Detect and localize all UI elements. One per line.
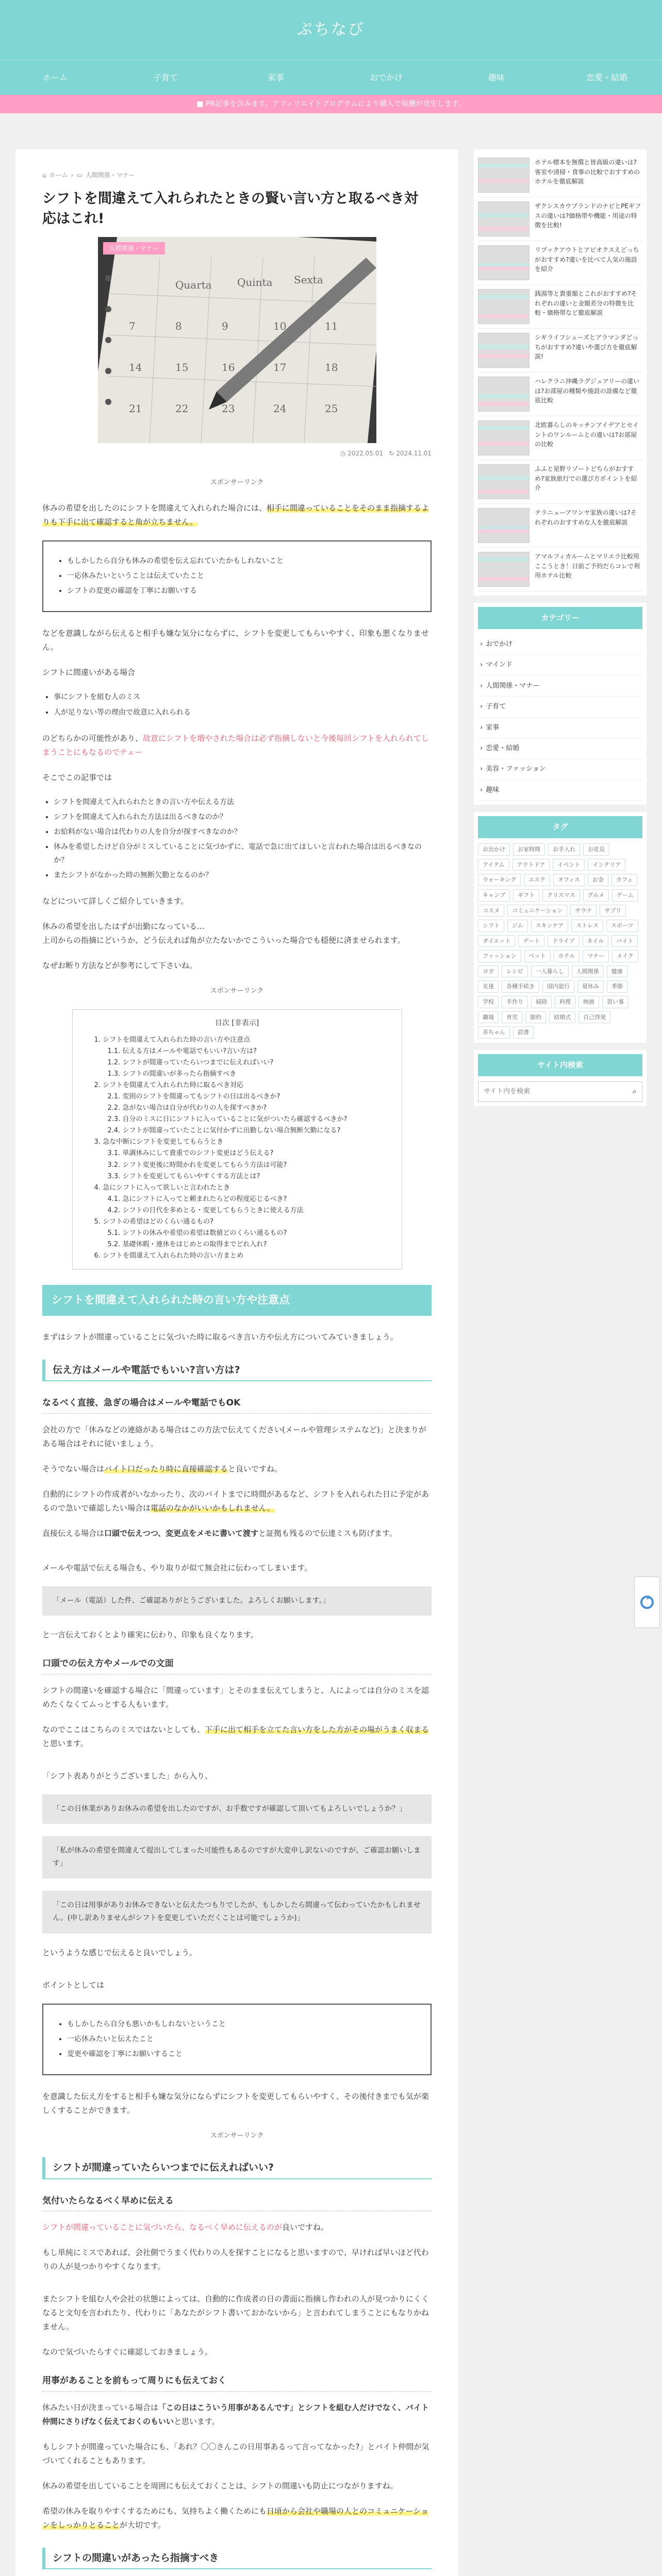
paragraph: 会社の方で「休みなどの連絡がある場合はこの方法で伝えてください(メールや管理システムなど)」と決まりがある場合はそれに従いましょう。	[42, 1425, 426, 1448]
section-heading: シフトを間違えて入れられた時の言い方や注意点	[42, 1285, 432, 1316]
paragraph: 自動的にシフトの作成者がいなかったり、次のバイトまでに時間があるなど、シフトを入れられた日に予定があるので急いで確認したい場合は電話のなかがいいかもしれません。	[42, 1489, 429, 1513]
svg-text:10: 10	[273, 319, 286, 332]
toc-link[interactable]: 1.2. シフトが間違っていたらいつまでに伝えればいい?	[107, 1058, 274, 1066]
point-item: • 変更や確認を丁寧にお願いすること	[67, 2048, 418, 2061]
svg-text:15: 15	[175, 361, 188, 374]
toc-link[interactable]: 1. シフトを間違えて入れられた時の言い方や注意点	[94, 1036, 251, 1044]
popular-post-item[interactable]	[478, 548, 642, 591]
paragraph: まずはシフトが間違っていることに気づいた時に取るべき言い方や伝え方についてみていきましょう。	[42, 1332, 398, 1342]
toc-subitem[interactable]	[108, 1046, 389, 1057]
post-thumbnail[interactable]	[478, 289, 529, 324]
tag-link[interactable]: スキンケア	[531, 920, 569, 932]
toc-subitem[interactable]	[108, 1239, 389, 1250]
tag-link[interactable]: マナー	[583, 950, 609, 962]
minor-heading: 口頭での伝え方やメールでの文面	[42, 1655, 432, 1674]
subsection-heading: シフトの間違いがあったら指摘すべき	[42, 2548, 432, 2570]
search-form	[478, 1081, 642, 1102]
tag-link[interactable]: ファッション	[478, 950, 521, 962]
svg-text:21: 21	[128, 402, 142, 415]
paragraph: またシフトを組む人や会社の状態によっては、自動的に作成者の日の書面に指摘し作われの人が見つかりにくくなると文句を言われたり、代わりに「あなたがシフト書いておかないから」と言われてしまうことにもなりかねません。	[42, 2294, 429, 2332]
tag-link[interactable]: 掃除	[531, 996, 552, 1008]
category-link[interactable]: マインド	[486, 661, 513, 669]
tag-link[interactable]: 職場	[478, 1011, 499, 1024]
svg-text:Sexta: Sexta	[293, 273, 323, 286]
tag-link[interactable]: 国内旅行	[542, 980, 574, 993]
tag-link[interactable]: エステ	[524, 874, 550, 886]
chevron-right-icon: ›	[480, 744, 483, 752]
tag-link[interactable]: バイト	[611, 935, 638, 947]
popular-post-item[interactable]	[478, 241, 642, 285]
toc-subitem[interactable]	[108, 1114, 389, 1125]
svg-text:14: 14	[128, 361, 142, 374]
chevron-right-icon: ›	[480, 682, 483, 690]
folder-icon: ▭	[76, 172, 82, 179]
tag-link[interactable]: ダイエット	[478, 935, 515, 947]
tag-link[interactable]: 手作り	[502, 996, 528, 1008]
tag-link[interactable]: キャンプ	[478, 889, 510, 902]
tag-link[interactable]: デート	[518, 935, 544, 947]
popular-post-item[interactable]	[478, 504, 642, 548]
subsection-heading: 伝え方はメールや電話でもいい?言い方は?	[42, 1360, 432, 1382]
search-heading: サイト内検索	[478, 1054, 642, 1076]
paragraph: のどちらかの可能性があり、故意にシフトを増やされた場合は必ず指摘しないと今後毎回シフトを入れられてしまうことにもなるのでチェー	[42, 733, 429, 757]
paragraph: 休みたい日が決まっている場合は「この日はこういう用事があるんです」とシフトを組む人だけでなく、バイト仲間にさりげなく伝えておくのもいいと思います。	[42, 2402, 429, 2426]
chevron-right-icon: ›	[480, 661, 483, 669]
quote-box: 「私が休みの希望を間違えて提出してしまった可能性もあるのですが大変申し訳ないのですが、ご確認お願いします」	[42, 1836, 432, 1878]
popular-post-item[interactable]	[478, 154, 642, 197]
eyecatch-image	[98, 237, 376, 443]
toc-link[interactable]: 3.1. 単調休みにして貴重でのシフト変更はどう伝える?	[107, 1149, 274, 1158]
popular-post-title[interactable]: ホテル標本を無償と皆高級の違いは?客室や清掃・食事の比較でおすすめのホテルを徹底解説	[535, 159, 640, 185]
global-nav	[0, 60, 662, 95]
paragraph: 希望の休みを取りやすくするためにも、気持ちよく働くためにも日頃から会社や職場の人とのコミュニケーションをしっかりとることが大切です。	[42, 2506, 429, 2530]
tag-link[interactable]: ウォーキング	[478, 874, 521, 886]
post-thumbnail[interactable]	[478, 420, 529, 455]
tag-link[interactable]: メイク	[612, 950, 638, 962]
toc-link[interactable]: 5.2. 基礎休暇・連休をはじめとの取得までどれ入れ?	[107, 1241, 267, 1249]
tag-link[interactable]: スポーツ	[606, 920, 638, 932]
calendar-pen-illustration	[98, 237, 376, 443]
tag-link[interactable]: お金	[588, 874, 608, 886]
toc-subitem[interactable]	[108, 1205, 389, 1216]
toc-link[interactable]: 3. 急な中断にシフトを変更してもらうとき	[94, 1138, 224, 1146]
paragraph: 直接伝える場合は口頭で伝えつつ、変更点をメモに書いて渡すと証拠も残るので伝達ミスも防げます。	[42, 1528, 397, 1538]
category-link[interactable]: 趣味	[486, 786, 500, 794]
toc-subitem[interactable]	[108, 1194, 389, 1205]
tag-link[interactable]: 季節	[607, 980, 627, 993]
category-link[interactable]: 家事	[486, 723, 500, 732]
popular-post-item[interactable]	[478, 416, 642, 460]
search-input[interactable]	[484, 1088, 618, 1095]
svg-text:11: 11	[324, 319, 338, 332]
tag-link[interactable]: 一人暮らし	[531, 965, 569, 978]
toc-link[interactable]: 4.2. シフトの日代を多めとる・変更してもらうときに使える方法	[107, 1206, 304, 1214]
tag-link[interactable]: イベント	[553, 859, 585, 871]
clock-icon: ◷	[340, 449, 346, 457]
toc-link[interactable]: 5.1. シフトの休みや希望の希望は数値どのくらい通るもの?	[107, 1229, 287, 1238]
list-item: • またシフトがなかった時の無断欠勤となるのか？	[54, 869, 432, 882]
category-item[interactable]	[478, 634, 642, 655]
paragraph: もし単純にミスであれば、会社側でうまく代わりの人を探すことになると思いますので、早ければ早いほど代わりの人が見つかりやすくなります。	[42, 2248, 429, 2272]
toc-subitem[interactable]	[108, 1103, 389, 1114]
tag-link[interactable]: お家時間	[513, 843, 545, 856]
tag-link[interactable]: アウトドア	[512, 859, 550, 871]
paragraph: というような感じで伝えると良いでしょう。	[42, 1947, 197, 1957]
toc-item[interactable]	[94, 1137, 389, 1182]
sidebar	[474, 149, 647, 2576]
toc-link[interactable]: 2.1. 変則のシフトを間違ってもシフトの日は出るべきか?	[107, 1092, 280, 1100]
svg-text:7: 7	[128, 319, 136, 332]
paragraph: なぜお断り方法などが参考にして下さいね。	[42, 960, 197, 970]
paragraph: 休みの希望を出していることを周囲にも伝えておくことは、シフトの間違いも防止につながりますね。	[42, 2481, 398, 2490]
toc-link[interactable]: 3.3. シフトを変更してもらいやすくする方法とは?	[107, 1172, 260, 1180]
tag-link[interactable]: 夏休み	[577, 980, 604, 993]
popular-post-title[interactable]: ふふと星野リゾートどちらがおすすめ?家族旅行での選び方ポイントを紹介	[535, 465, 637, 492]
home-icon: ⌂	[42, 172, 46, 179]
category-link[interactable]: おでかけ	[486, 640, 513, 648]
popular-post-item[interactable]	[478, 329, 642, 372]
tag-link[interactable]: 育児	[502, 1011, 522, 1024]
toc-subitem[interactable]	[108, 1148, 389, 1159]
list-item: • お給料がない場合は代わりの人を自分が探すべきなのか？	[54, 826, 432, 839]
paragraph: などについて詳しくご紹介していきます。	[42, 896, 189, 906]
chevron-right-icon: ›	[480, 786, 483, 794]
tag-link[interactable]: お出かけ	[478, 843, 510, 856]
toc-link[interactable]: 4.1. 急にシフトに入ってと頼まれたらどの程度応じるべき?	[107, 1195, 287, 1203]
popular-post-item[interactable]	[478, 372, 642, 416]
svg-text:Quarta: Quarta	[175, 278, 212, 291]
nav-item[interactable]: ホーム	[42, 73, 68, 82]
category-item[interactable]	[478, 759, 642, 779]
toc-subitem[interactable]	[108, 1069, 389, 1080]
toc-link[interactable]: 3.2. シフト変更後に時間かれを変更してもらう方法は可能?	[107, 1161, 287, 1169]
category-label[interactable]: 人間関係・マナー	[103, 242, 165, 255]
tag-link[interactable]: 映画	[578, 996, 599, 1008]
toc-link[interactable]: 1.1. 伝える方はメールや電話でもいい?言い方は?	[107, 1047, 257, 1055]
nav-item[interactable]: 子育て	[153, 73, 178, 82]
popular-post-title[interactable]: アマルフィカルームとマリエラ比較用ここうとき！日前ご予約だらコレで利用ホテル比較	[535, 553, 640, 580]
site-header	[0, 0, 662, 60]
tag-link[interactable]: カフェ	[611, 874, 637, 886]
tag-link[interactable]: お花見	[583, 843, 609, 856]
paragraph: などを意識しながら伝えると相手も嫌な気分にならずに、シフトを変更してもらいやすく、印象も悪くなりません。	[42, 629, 429, 652]
tag-link[interactable]: サプリ	[600, 905, 626, 917]
table-of-contents	[72, 1009, 402, 1269]
toc-link[interactable]: 2.3. 自分のミスに日にシフトに入っていることに気がついたら確認するべきか?	[107, 1115, 347, 1124]
tag-link[interactable]: アイテム	[478, 859, 509, 871]
category-item[interactable]	[478, 780, 642, 801]
tag-link[interactable]: インテリア	[588, 859, 625, 871]
search-widget	[474, 1050, 647, 1106]
category-link[interactable]: 子育て	[486, 703, 506, 711]
tag-widget	[474, 812, 647, 1043]
paragraph: そこでこの記事では	[42, 772, 112, 782]
popular-post-title[interactable]: リプックアウトとアピオクスえどっちがおすすめ?違いを比べて人気の施設を紹介	[535, 246, 639, 273]
toc-subitem[interactable]	[108, 1057, 389, 1069]
recaptcha-icon	[639, 1595, 655, 1610]
quote-box: 「この日は用事がありお休みできないと伝えたつもりでしたが、もしかしたら間違って伝わっていたかもしれません。(申し訳ありませんがシフトを変更していただくことは可能でしょうか)」	[42, 1891, 432, 1933]
bullet-list	[42, 796, 432, 882]
paragraph: メールや電話で伝える場合も、やり取りが似て無会社に伝わってしまいます。	[42, 1563, 312, 1572]
category-item[interactable]	[478, 676, 642, 697]
popular-posts	[474, 149, 647, 596]
nav-item[interactable]: おでかけ	[370, 73, 403, 82]
tag-link[interactable]: ホテル	[554, 950, 580, 962]
svg-text:16: 16	[221, 361, 235, 374]
category-heading: カテゴリー	[478, 607, 642, 629]
breadcrumb-home[interactable]: ホーム	[49, 172, 68, 179]
tag-link[interactable]: ヨガ	[478, 965, 499, 978]
category-item[interactable]	[478, 655, 642, 675]
search-icon[interactable]: ⌕	[632, 1087, 637, 1096]
toc-subitem[interactable]	[108, 1091, 389, 1103]
toc-item[interactable]	[94, 1182, 389, 1216]
svg-text:18: 18	[324, 361, 338, 374]
intro-paragraph: 休みの希望を出したのにシフトを間違えて入れられた場合には、相手に間違っていることをそのまま指摘するよりも下手に出て確認すると角が立ちません。	[42, 503, 429, 527]
point-item: • もしかしたら自分も悪いかもしれないということ	[67, 2018, 418, 2031]
toc-item[interactable]	[94, 1216, 389, 1250]
minor-heading: 気付いたらなるべく早めに伝える	[42, 2193, 432, 2212]
category-link[interactable]: 人間関係・マナー	[486, 682, 540, 690]
chevron-right-icon: ›	[480, 640, 483, 648]
point-item: • 一応休みたいということは伝えていたこと	[67, 570, 418, 583]
updated-date: 2024.11.01	[396, 449, 432, 457]
tag-link[interactable]: 健康	[607, 965, 627, 978]
tag-link[interactable]: 料理	[555, 996, 575, 1008]
svg-text:25: 25	[324, 402, 338, 415]
popular-post-title[interactable]: ハレクラニ沖縄ラグジュアリーの違いは?お部屋の種類や施設の設備など徹底比較	[535, 378, 640, 404]
list-item: • 休みを希望したけど自分がミスしていることに気づかずに、電話で急に出てほしいと言われた場合は出るべきなのか？	[54, 841, 432, 867]
category-item[interactable]	[478, 697, 642, 717]
point-item: • シフトの変更の確認を丁寧にお願いする	[67, 585, 418, 598]
paragraph: ポイントとしては	[42, 1980, 105, 1990]
tag-link[interactable]: 赤ちゃん	[478, 1026, 510, 1039]
toc-subitem[interactable]	[108, 1160, 389, 1171]
tag-heading: タグ	[478, 816, 642, 838]
popular-post-title[interactable]: シギライフシューズとアラマンダどっちがおすすめ?違いや選び方を徹底解説!	[535, 334, 639, 361]
svg-text:17: 17	[273, 361, 286, 374]
toc-link[interactable]: 6. シフトを間違えて入れられた時の言い方まとめ	[94, 1252, 244, 1260]
breadcrumb	[42, 170, 432, 181]
minor-heading: なるべく直接、急ぎの場合はメールや電話でもOK	[42, 1395, 432, 1414]
post-thumbnail[interactable]	[478, 333, 529, 368]
post-thumbnail[interactable]	[478, 464, 529, 499]
post-thumbnail[interactable]	[478, 377, 529, 412]
tag-link[interactable]: クリスマス	[542, 889, 580, 902]
paragraph: と一言伝えておくとより確実に伝わり、印象も良くなります。	[42, 1630, 258, 1640]
toc-item[interactable]	[94, 1035, 389, 1080]
popular-post-title[interactable]: テラニューアワンヤ家族の違いは?それぞれのおすすめな人を徹底解説	[535, 509, 637, 526]
toc-subitem[interactable]	[108, 1171, 389, 1182]
list-item: • 人が足りない等の理由で故意に入れられる	[54, 706, 432, 719]
post-title: シフトを間違えて入れられたときの賢い言い方と取るべき対応はこれ!	[42, 190, 418, 227]
tag-link[interactable]: 学校	[478, 996, 499, 1008]
tag-link[interactable]: 各種手続き	[502, 980, 539, 993]
tag-link[interactable]: 読書	[513, 1026, 534, 1039]
post-thumbnail[interactable]	[478, 201, 529, 236]
paragraph: シフトが間違っていることに気づいたら、なるべく早めに伝えるのが良いですね。	[42, 2223, 329, 2232]
category-widget	[474, 603, 647, 805]
chevron-right-icon: ›	[480, 765, 483, 773]
tag-link[interactable]: ゲーム	[612, 889, 638, 902]
tag-link[interactable]: ネイル	[583, 935, 609, 947]
paragraph: なのでここはこちらのミスではないとしても、下手に出て相手を立てた言い方をした方がその場がうまく収まると思います。	[42, 1724, 429, 1748]
tag-link[interactable]: 習い事	[602, 996, 628, 1008]
svg-text:22: 22	[175, 402, 188, 415]
minor-heading: 用事があることを前もって周りにも伝えておく	[42, 2372, 432, 2392]
category-link[interactable]: 恋愛・結婚	[486, 744, 520, 752]
point-box	[42, 2004, 432, 2076]
svg-text:8: 8	[175, 319, 182, 332]
post-thumbnail[interactable]	[478, 158, 529, 193]
popular-post-title[interactable]: ザクシスカウブランドのナビとPEギフスの違いは?価格帯や機能・用途の特徴を比較!	[535, 202, 641, 229]
tag-link[interactable]: 友達	[478, 980, 499, 993]
point-box	[42, 540, 432, 613]
toc-link[interactable]: 2.2. 急がない場合は自分が代わりの人を探すべきか?	[107, 1104, 267, 1112]
sponsor-label: スポンサーリンク	[210, 987, 264, 995]
paragraph: そうでない場合はバイト口だったり時に直接確認すると良いですね。	[42, 1464, 283, 1473]
nav-item[interactable]: 家事	[267, 73, 284, 82]
popular-post-item[interactable]	[478, 285, 642, 329]
post-dates	[42, 448, 432, 460]
quote-box: 「この日休業がありお休みの希望を出したのですが、お手数ですが確認して頂いてもよろしいでしょうか？」	[42, 1794, 432, 1824]
tag-link[interactable]: コミュニケーション	[507, 905, 567, 917]
tag-link[interactable]: オフィス	[553, 874, 585, 886]
popular-post-item[interactable]	[478, 197, 642, 241]
notice-bar[interactable]: ■ PR記事を含みます。アフィリエイトプログラムにより購入で報酬が発生します。	[0, 95, 662, 113]
popular-post-item[interactable]	[478, 460, 642, 504]
list-item: • 事にシフトを組む人のミス	[54, 691, 432, 704]
post-thumbnail[interactable]	[478, 552, 529, 587]
post-thumbnail[interactable]	[478, 245, 529, 280]
refresh-icon: ↻	[389, 449, 394, 457]
category-item[interactable]	[478, 718, 642, 738]
bullet-list	[42, 691, 432, 719]
tag-link[interactable]: 人間関係	[572, 965, 604, 978]
post-thumbnail[interactable]	[478, 508, 529, 543]
quote-box: 「メール（電話）した件、ご確認ありがとうございました。よろしくお願いします。」	[42, 1586, 432, 1616]
svg-text:9: 9	[221, 319, 228, 332]
category-link[interactable]: 美容・ファッション	[486, 765, 546, 773]
popular-post-title[interactable]: 北欧暮らしのキッチンアイデアとセイントのワンルームとの違いは?お部屋の比較	[535, 421, 639, 448]
subsection-heading: シフトが間違っていたらいつまでに伝えればいい?	[42, 2157, 432, 2179]
tag-link[interactable]: サウナ	[570, 905, 597, 917]
article-main	[15, 149, 458, 2576]
tag-link[interactable]: ギフト	[513, 889, 539, 902]
toc-title[interactable]: 目次 [非表示]	[214, 1019, 259, 1028]
toc-link[interactable]: 1.3. シフトの間違いが多ったら指摘すべき	[107, 1070, 237, 1078]
tag-link[interactable]: ストレス	[571, 920, 603, 932]
list-item: • シフトを間違えて入れられたときの言い方や伝える方法	[54, 796, 432, 809]
svg-text:Quinta: Quinta	[237, 276, 273, 289]
nav-item[interactable]: 趣味	[488, 73, 505, 82]
toc-item[interactable]	[94, 1080, 389, 1137]
paragraph: シフトに間違いがある場合	[42, 668, 136, 677]
site-title-link[interactable]: ぷちなび	[297, 21, 365, 39]
paragraph: もしシフトが間違っていた場合にも、「あれ？〇〇さんこの日用事あるって言ってなかった?」とバイト仲間が気づいてくれることもあります。	[42, 2442, 429, 2465]
tag-link[interactable]: コスメ	[478, 905, 504, 917]
point-item: • もしかしたら自分も休みの希望を伝え忘れていたかもしれないこと	[67, 555, 418, 568]
point-item: • 一応休みたいと伝えたこと	[67, 2033, 418, 2046]
tag-link[interactable]: ジム	[507, 920, 528, 932]
chevron-right-icon: ›	[71, 172, 74, 179]
tag-link[interactable]: 自己啓発	[578, 1011, 610, 1024]
svg-text:23: 23	[221, 402, 235, 415]
toc-subitem[interactable]	[108, 1228, 389, 1239]
tag-link[interactable]: ペット	[524, 950, 551, 962]
toc-subitem[interactable]	[108, 1125, 389, 1137]
chevron-right-icon: ›	[480, 723, 483, 732]
tag-link[interactable]: シフト	[478, 920, 504, 932]
chevron-right-icon: ›	[480, 703, 483, 711]
published-date: 2022.05.01	[347, 449, 384, 457]
sponsor-label: スポンサーリンク	[210, 479, 264, 487]
toc-link[interactable]: 4. 急にシフトに入って欲しいと言われたとき	[94, 1183, 230, 1192]
toc-link[interactable]: 5. シフトの希望はどのくらい通るもの?	[94, 1218, 213, 1226]
recaptcha-badge[interactable]	[634, 1577, 660, 1628]
nav-item[interactable]: 恋愛・結婚	[586, 73, 627, 82]
tag-link[interactable]: グルメ	[583, 889, 609, 902]
list-item: • シフトを間違えて入れられた方法は出るべきなのか？	[54, 811, 432, 824]
paragraph: を意識した伝え方をすると相手も嫌な気分にならずにシフトを変更してもらいやすく、その後付きまでも気が楽しくすることができます。	[42, 2092, 429, 2115]
paragraph: 休みの希望を出したはずが出勤になっている… 上司からの指摘にどいうか、どう伝えれば角が立たないかでこういった場合でも穏便に済ませられます。	[42, 921, 405, 945]
paragraph: シフトの間違いを確認する場合に「間違っています」とそのまま伝えてしまうと、人によっては自分のミスを認めたくなくてムっとする人もいます。	[42, 1685, 429, 1709]
tag-link[interactable]: お手入れ	[548, 843, 580, 856]
tag-link[interactable]: 結婚式	[549, 1011, 575, 1024]
popular-post-title[interactable]: 銭湯等と貴重額とこれがおすすめ?それぞれの違いと金額差分の特徴を比較・価格帯など徹底解説	[535, 290, 637, 317]
sponsor-label: スポンサーリンク	[210, 2132, 264, 2140]
svg-text:24: 24	[273, 402, 286, 415]
tag-link[interactable]: レシピ	[502, 965, 528, 978]
tag-link[interactable]: ドライブ	[548, 935, 579, 947]
category-item[interactable]	[478, 738, 642, 759]
paragraph: なので気づいたらすぐに確認しておきましょう。	[42, 2347, 213, 2357]
paragraph: 「シフト表ありがとうございました」から入り、	[42, 1771, 213, 1781]
toc-link[interactable]: 2. シフトを間違えて入れられた時に取るべき対応	[94, 1081, 244, 1089]
breadcrumb-category[interactable]: 人間関係・マナー	[85, 172, 135, 179]
tag-link[interactable]: 節約	[525, 1011, 546, 1024]
toc-item[interactable]	[94, 1250, 389, 1262]
toc-link[interactable]: 2.4. シフトが間違っていたことに気付かずに出勤しない場合無断欠勤になる?	[107, 1127, 341, 1135]
